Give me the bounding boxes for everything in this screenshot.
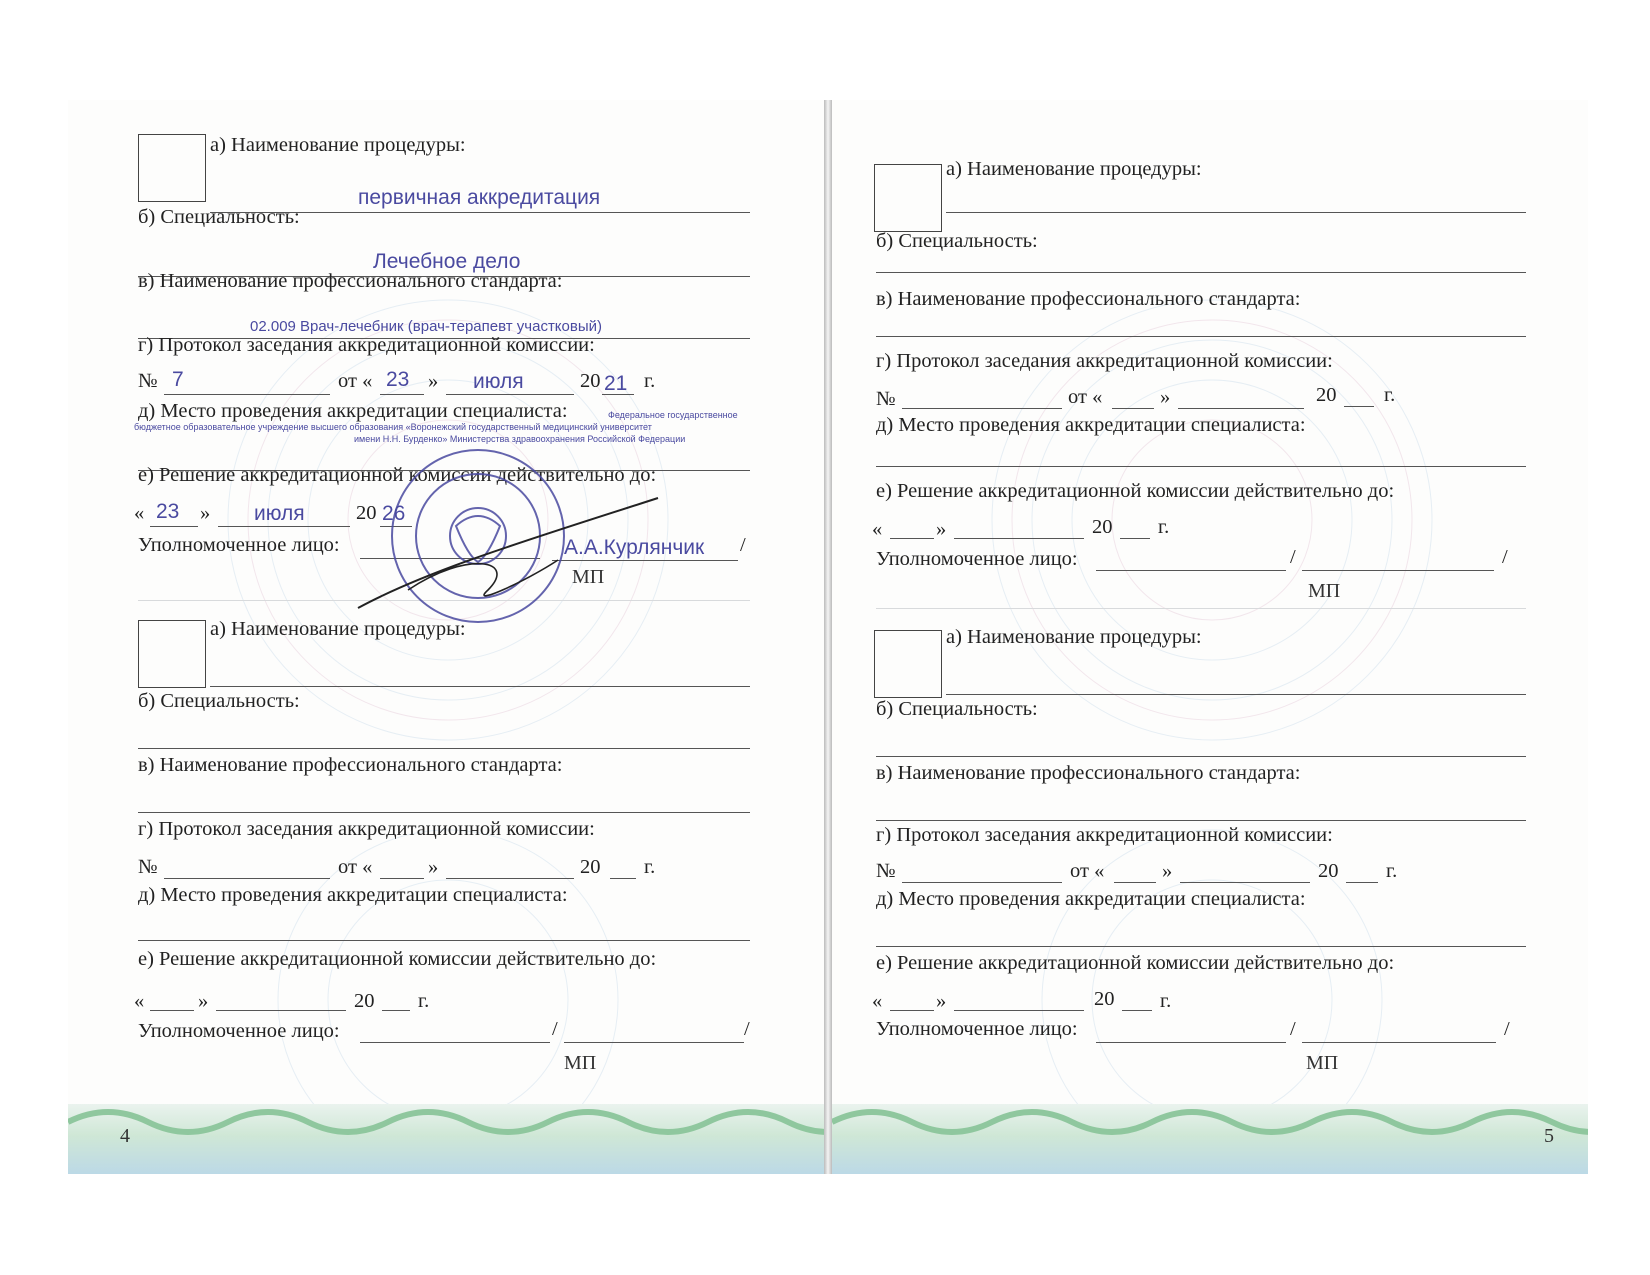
valid-day-line	[150, 1010, 194, 1011]
procedure-label: а) Наименование процедуры:	[946, 626, 1202, 648]
slash: /	[1290, 1018, 1296, 1040]
procedure-label: а) Наименование процедуры:	[946, 158, 1202, 180]
protocol-label: г) Протокол заседания аккредитационной комиссии:	[138, 334, 595, 356]
standard-value: 02.009 Врач-лечебник (врач-терапевт участковый)	[250, 318, 603, 335]
protocol-month-line	[1180, 882, 1310, 883]
accreditation-booklet	[68, 100, 1588, 1174]
person-line	[564, 1042, 744, 1043]
century-label-2: 20	[1092, 516, 1113, 538]
authorized-label: Уполномоченное лицо:	[138, 1020, 340, 1042]
bottom-ornament-waves	[832, 1102, 1588, 1136]
person-line	[1302, 1042, 1496, 1043]
place-label: д) Место проведения аккредитации специалиста:	[876, 888, 1306, 910]
protocol-month: июля	[473, 370, 524, 393]
book-gutter	[824, 100, 832, 1174]
valid-month-line	[218, 526, 350, 527]
protocol-year-line	[602, 394, 634, 395]
mp-label: МП	[1306, 1052, 1339, 1074]
standard-label: в) Наименование профессионального стандарта:	[876, 288, 1301, 310]
procedure-line	[946, 694, 1526, 695]
valid-year-line	[382, 1010, 410, 1011]
place-label: д) Место проведения аккредитации специалиста:	[138, 884, 568, 906]
entry-checkbox	[874, 164, 942, 232]
official-seal	[348, 440, 668, 640]
protocol-month-line	[446, 394, 574, 395]
year-suffix: г.	[1384, 384, 1396, 406]
protocol-number-line	[902, 882, 1062, 883]
protocol-day-line	[380, 878, 424, 879]
decision-label: е) Решение аккредитационной комиссии действительно до:	[876, 480, 1395, 502]
person-line	[1302, 570, 1494, 571]
protocol-year-line	[610, 878, 636, 879]
mp-label: МП	[1308, 580, 1341, 602]
close-quote: »	[428, 856, 439, 878]
standard-line	[876, 336, 1526, 337]
specialty-value: Лечебное дело	[373, 250, 521, 273]
century-label: 20	[580, 856, 601, 878]
specialty-line	[876, 756, 1526, 757]
year-suffix: г.	[1386, 860, 1398, 882]
standard-label: в) Наименование профессионального стандарта:	[138, 270, 563, 292]
protocol-label: г) Протокол заседания аккредитационной комиссии:	[138, 818, 595, 840]
year-suffix: г.	[644, 856, 656, 878]
procedure-label: а) Наименование процедуры:	[210, 618, 466, 640]
open-quote: «	[134, 502, 145, 524]
standard-line	[876, 820, 1526, 821]
signature-line	[360, 1042, 550, 1043]
open-quote: «	[134, 990, 145, 1012]
close-quote: »	[1160, 386, 1171, 408]
place-label: д) Место проведения аккредитации специалиста:	[876, 414, 1306, 436]
slash: /	[552, 1018, 558, 1040]
valid-year-line	[1120, 538, 1150, 539]
protocol-number: 7	[172, 368, 184, 391]
left-page	[68, 100, 824, 1174]
standard-line	[138, 812, 750, 813]
close-quote: »	[428, 370, 439, 392]
mp-label: МП	[572, 566, 605, 588]
specialty-label: б) Специальность:	[138, 690, 300, 712]
close-quote: »	[1162, 860, 1173, 882]
place-line	[876, 946, 1526, 947]
century-label: 20	[1318, 860, 1339, 882]
slash-2: /	[1504, 1018, 1510, 1040]
number-sign: №	[876, 860, 896, 882]
bottom-ornament-waves	[68, 1102, 824, 1136]
specialty-label: б) Специальность:	[138, 206, 300, 228]
valid-day-line	[150, 526, 198, 527]
from-label: от «	[1068, 386, 1103, 408]
valid-month-line	[954, 1010, 1084, 1011]
protocol-year: 21	[604, 372, 628, 395]
protocol-label: г) Протокол заседания аккредитационной комиссии:	[876, 824, 1333, 846]
century-label: 20	[580, 370, 601, 392]
protocol-month-line	[1178, 408, 1304, 409]
slash-2: /	[1502, 546, 1508, 568]
valid-day-line	[890, 1010, 934, 1011]
standard-label: в) Наименование профессионального стандарта:	[876, 762, 1301, 784]
slash: /	[1290, 546, 1296, 568]
decision-label: е) Решение аккредитационной комиссии действительно до:	[876, 952, 1395, 974]
close-quote-2: »	[200, 502, 211, 524]
authorized-label: Уполномоченное лицо:	[876, 548, 1078, 570]
protocol-day: 23	[386, 368, 410, 391]
slash: /	[740, 534, 746, 556]
valid-day-line	[890, 538, 934, 539]
protocol-month-line	[446, 878, 574, 879]
procedure-value: первичная аккредитация	[358, 186, 601, 209]
right-page	[832, 100, 1588, 1174]
authorized-label: Уполномоченное лицо:	[876, 1018, 1078, 1040]
entry-separator	[876, 608, 1526, 609]
decision-label: е) Решение аккредитационной комиссии действительно до:	[138, 464, 657, 486]
decision-label: е) Решение аккредитационной комиссии действительно до:	[138, 948, 657, 970]
procedure-label: а) Наименование процедуры:	[210, 134, 466, 156]
authorized-label: Уполномоченное лицо:	[138, 534, 340, 556]
close-quote-2: »	[936, 990, 947, 1012]
place-stamp-line-1: Федеральное государственное	[608, 410, 738, 420]
number-sign: №	[876, 388, 896, 410]
protocol-year-line	[1344, 406, 1374, 407]
entry-checkbox	[874, 630, 942, 698]
procedure-line	[946, 212, 1526, 213]
from-label: от «	[338, 856, 373, 878]
open-quote: «	[872, 990, 883, 1012]
signature-line	[1096, 1042, 1286, 1043]
valid-month: июля	[254, 502, 305, 525]
entry-checkbox	[138, 620, 206, 688]
from-label: от «	[1070, 860, 1105, 882]
place-line	[876, 466, 1526, 467]
specialty-label: б) Специальность:	[876, 698, 1038, 720]
valid-year: 26	[382, 502, 406, 525]
number-sign: №	[138, 370, 158, 392]
slash-2: /	[744, 1018, 750, 1040]
year-suffix: г.	[644, 370, 656, 392]
valid-day: 23	[156, 500, 180, 523]
protocol-number-line	[902, 408, 1062, 409]
specialty-line	[138, 748, 750, 749]
number-sign: №	[138, 856, 158, 878]
valid-month-line	[954, 538, 1084, 539]
place-label: д) Место проведения аккредитации специалиста:	[138, 400, 568, 422]
valid-month-line	[216, 1010, 346, 1011]
place-stamp-line-3: имени Н.Н. Бурденко» Министерства здравоохранения Российской Федерации	[354, 434, 686, 444]
valid-year-line	[1122, 1010, 1152, 1011]
year-suffix-2: г.	[1158, 516, 1170, 538]
open-quote: «	[872, 518, 883, 540]
authorized-person: А.А.Курлянчик	[564, 536, 705, 559]
year-suffix-2: г.	[418, 990, 430, 1012]
mp-label: МП	[564, 1052, 597, 1074]
protocol-day-line	[1112, 408, 1154, 409]
century-label: 20	[1316, 384, 1337, 406]
protocol-number-line	[164, 878, 330, 879]
close-quote-2: »	[198, 990, 209, 1012]
from-label: от «	[338, 370, 373, 392]
protocol-number-line	[164, 394, 330, 395]
specialty-label: б) Специальность:	[876, 230, 1038, 252]
specialty-line	[876, 272, 1526, 273]
page-number: 4	[120, 1125, 130, 1147]
year-suffix-2: г.	[1160, 990, 1172, 1012]
procedure-line	[210, 686, 750, 687]
century-label-2: 20	[356, 502, 377, 524]
protocol-label: г) Протокол заседания аккредитационной комиссии:	[876, 350, 1333, 372]
page-number: 5	[1544, 1125, 1554, 1147]
standard-label: в) Наименование профессионального стандарта:	[138, 754, 563, 776]
century-label-2: 20	[354, 990, 375, 1012]
place-line	[138, 940, 750, 941]
close-quote-2: »	[936, 518, 947, 540]
signature-line	[1096, 570, 1286, 571]
place-stamp-line-2: бюджетное образовательное учреждение высшего образования «Воронежский государственный медицинский университет	[134, 422, 652, 432]
century-label-2: 20	[1094, 988, 1115, 1010]
protocol-day-line	[380, 394, 424, 395]
protocol-year-line	[1346, 882, 1378, 883]
entry-checkbox	[138, 134, 206, 202]
protocol-day-line	[1114, 882, 1156, 883]
